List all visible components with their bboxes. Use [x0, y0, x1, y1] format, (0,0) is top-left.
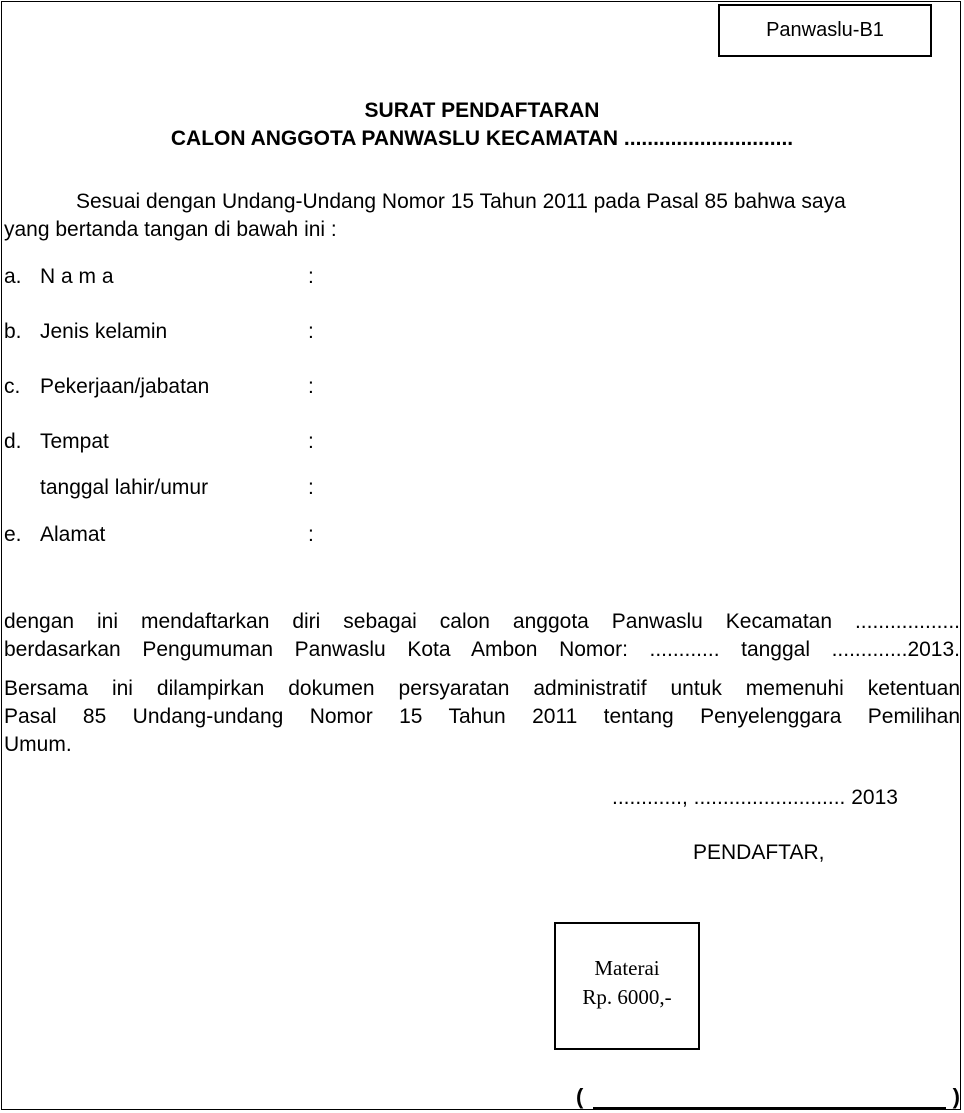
attachment-line-1: Bersama ini dilampirkan dokumen persyaratan administratif untuk memenuhi ketentuan [4, 677, 960, 700]
form-code-box [718, 4, 932, 57]
field-colon: : [308, 476, 314, 499]
field-colon: : [308, 320, 314, 343]
signature-open-paren: ( [576, 1084, 584, 1109]
field-colon: : [308, 523, 314, 546]
field-colon: : [308, 265, 314, 288]
field-label: Alamat [40, 523, 106, 546]
registrant-label: PENDAFTAR, [693, 841, 825, 864]
registration-line-2: berdasarkan Pengumuman Panwaslu Kota Ambon Nomor: ............ tanggal .............2013. [4, 638, 960, 661]
field-letter: d. [4, 430, 22, 453]
attachment-line-3: Umum. [4, 733, 72, 756]
form-page [1, 1, 961, 1110]
form-code: Panwaslu-B1 [766, 19, 884, 41]
field-colon: : [308, 430, 314, 453]
field-label: N a m a [40, 265, 114, 288]
signature-line [576, 1082, 960, 1112]
stamp-label: Materai [594, 956, 660, 980]
field-label: Pekerjaan/jabatan [40, 375, 210, 398]
field-colon: : [308, 375, 314, 398]
attachment-line-2: Pasal 85 Undang-undang Nomor 15 Tahun 2011 tentang Penyelenggara Pemilihan [4, 705, 960, 728]
registration-line-1: dengan ini mendaftarkan diri sebagai calon anggota Panwaslu Kecamatan .................. [4, 610, 960, 633]
stamp-duty-box [554, 922, 700, 1050]
field-letter: c. [4, 375, 21, 398]
document-subtitle: CALON ANGGOTA PANWASLU KECAMATAN ............................. [170, 127, 794, 150]
field-label: Jenis kelamin [40, 320, 168, 343]
place-date: ............, .......................... 2013 [612, 786, 898, 809]
intro-line-2: yang bertanda tangan di bawah ini : [4, 218, 337, 241]
signature-close-paren: ) [952, 1084, 960, 1109]
field-label: tanggal lahir/umur [40, 476, 209, 499]
field-letter: a. [4, 265, 22, 288]
signature-underline [593, 1107, 946, 1109]
field-letter: b. [4, 320, 22, 343]
field-label: Tempat [40, 430, 109, 453]
intro-line-1: Sesuai dengan Undang-Undang Nomor 15 Tahun 2011 pada Pasal 85 bahwa saya [76, 190, 846, 213]
document-title: SURAT PENDAFTARAN [364, 99, 600, 122]
stamp-value: Rp. 6000,- [582, 985, 672, 1009]
field-letter: e. [4, 523, 22, 546]
